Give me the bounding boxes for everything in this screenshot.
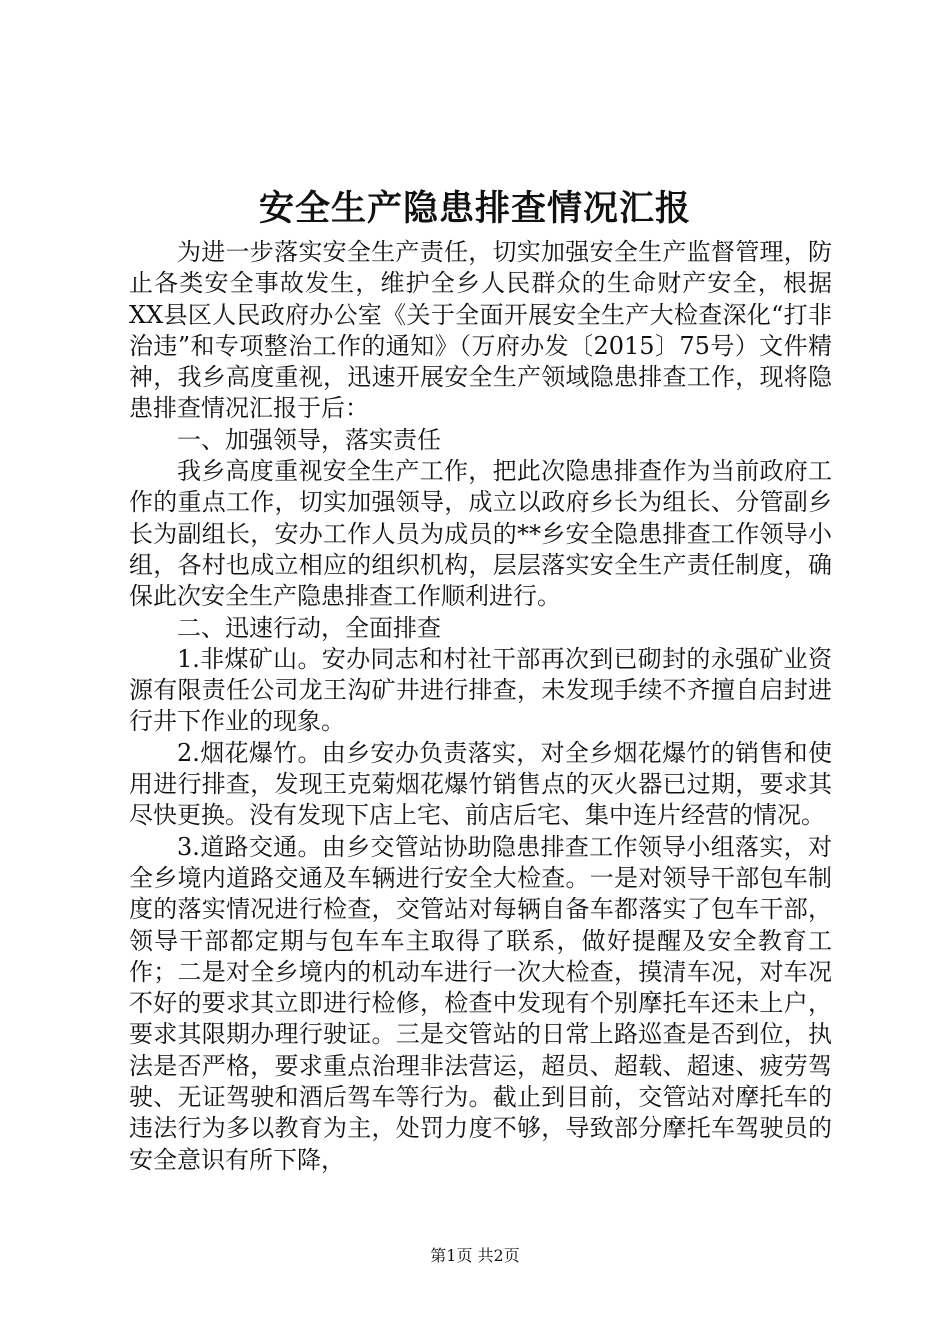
document-title: 安全生产隐患排查情况汇报 bbox=[258, 188, 691, 229]
document-body bbox=[129, 237, 832, 1176]
intro-paragraph: 为进一步落实安全生产责任，切实加强安全生产监督管理，防止各类安全事故发生，维护全乡人民群众的生命财产安全，根据XX县区人民政府办公室《关于全面开展安全生产大检查深化“打非治违”和专项整治工作的通知》（万府办发〔2015〕75号）文件精神，我乡高度重视，迅速开展安全生产领域隐患排查工作，现将隐患排查情况汇报于后： bbox=[129, 238, 832, 423]
section-1-paragraph: 我乡高度重视安全生产工作，把此次隐患排查作为当前政府工作的重点工作，切实加强领导，成立以政府乡长为组长、分管副乡长为副组长，安办工作人员为成员的**乡安全隐患排查工作领导小组，各村也成立相应的组织机构，层层落实安全生产责任制度，确保此次安全生产隐患排查工作顺利进行。 bbox=[129, 457, 832, 611]
item-road-traffic: 3.道路交通。由乡交管站协助隐患排查工作领导小组落实，对全乡境内道路交通及车辆进行安全大检查。一是对领导干部包车制度的落实情况进行检查，交管站对每辆自备车都落实了包车干部，领导干部都定期与包车车主取得了联系，做好提醒及安全教育工作；二是对全乡境内的机动车进行一次大检查，摸清车况，对车况不好的要求其立即进行检修，检查中发现有个别摩托车还未上户，要求其限期办理行驶证。三是交管站的日常上路巡查是否到位，执法是否严格，要求重点治理非法营运，超员、超载、超速、疲劳驾驶、无证驾驶和酒后驾车等行为。截止到目前，交管站对摩托车的违法行为多以教育为主，处罚力度不够，导致部分摩托车驾驶员的安全意识有所下降， bbox=[129, 832, 832, 1174]
section-heading-1: 一、加强领导，落实责任 bbox=[177, 425, 441, 454]
page-number-footer: 第1页 共2页 bbox=[430, 1246, 520, 1265]
item-fireworks: 2.烟花爆竹。由乡安办负责落实，对全乡烟花爆竹的销售和使用进行排查，发现王克菊烟花爆竹销售点的灭火器已过期，要求其尽快更换。没有发现下店上宅、前店后宅、集中连片经营的情况。 bbox=[129, 738, 832, 830]
item-non-coal-mines: 1.非煤矿山。安办同志和村社干部再次到已砌封的永强矿业资源有限责任公司龙王沟矿井进行排查，未发现手续不齐擅自启封进行井下作业的现象。 bbox=[129, 644, 832, 736]
section-heading-2: 二、迅速行动，全面排查 bbox=[177, 613, 441, 642]
